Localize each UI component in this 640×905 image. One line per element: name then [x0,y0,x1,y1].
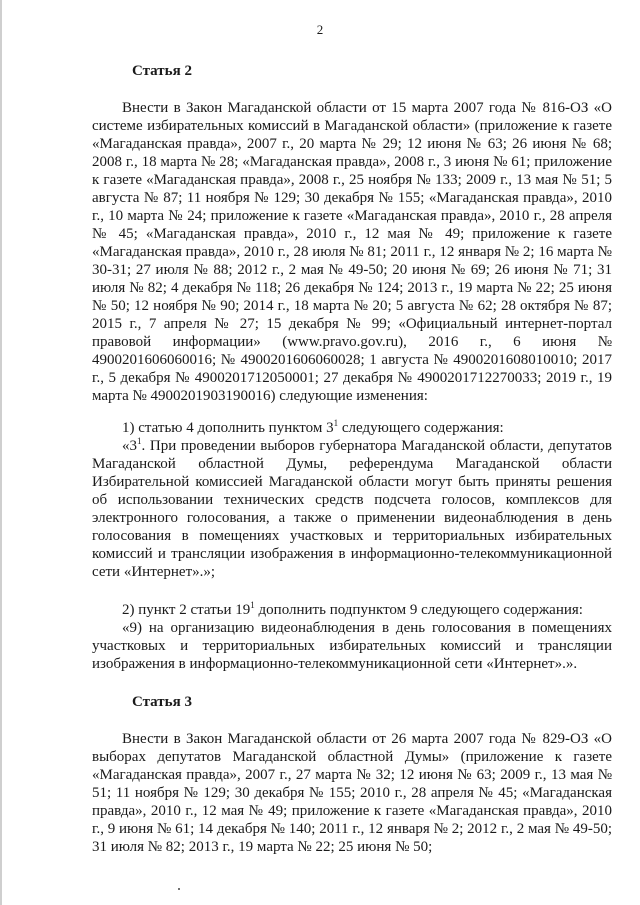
item-1-lead-superscript: 1 [333,418,339,428]
item-1-lead-text: 1) статью 4 дополнить пунктом 3 [122,420,334,436]
amendment-item-2-quote: «9) на организацию видеонаблюдения в день голосования в помещениях участковых и территориальных избирательных комиссий и трансляции изображения в информационно-телекоммуникационной сети «Интернет».». [92,620,612,672]
article-2-intro: Внести в Закон Магаданской области от 15 марта 2007 года № 816-ОЗ «О системе избирательных комиссий в Магаданской области» (приложение к газете «Магаданская правда», 2007 г., 20 марта № 29; 12 июня № 63; 26 июня № 68; 2008 г., 18 марта № 28; «Магаданская правда», 2008 г., 3 июня № 61; приложение к газете «Магаданская правда», 2008 г., 25 ноября № 133; 2009 г., 13 мая № 51; 5 августа № 87; 11 ноября № 129; 30 декабря № 155; «Магаданская правда», 2010 г., 10 марта № 24; приложение к газете «Магаданская правда», 2010 г., 28 апреля № 45; «Магаданская правда», 2010 г., 12 мая № 49; приложение к газете «Магаданская правда», 2010 г., 28 июля № 81; 2011 г., 12 января № 2; 16 марта № 30-31; 27 июля № 88; 2012 г., 2 мая № 49-50; 20 июня № 69; 26 июня № 71; 31 июля № 82; 4 декабря № 118; 26 декабря № 124; 2013 г., 19 марта № 22; 25 июня № 50; 12 ноября № 90; 2014 г., 18 марта № 20; 5 августа № 62; 28 октября № 87; 2015 г., 7 апреля № 27; 15 декабря № 99; «Официальный интернет-портал правовой информации» (www.pravo.gov.ru), 2016 г., 6 июня № 4900201606060016; № 4900201606060028; 1 августа № 4900201608010010; 2017 г., 5 декабря № 4900201712050001; 27 декабря № 4900201712270033; 2019 г., 19 марта № 4900201903190016) следующие изменения: [92,100,612,404]
article-3-intro: Внести в Закон Магаданской области от 26 марта 2007 года № 829-ОЗ «О выборах депутатов Магаданской областной Думы» (приложение к газете «Магаданская правда», 2007 г., 27 марта № 32; 12 июня № 63; 2009 г., 13 мая № 51; 11 ноября № 129; 30 декабря № 155; 2010 г., 28 апреля № 45; «Магаданская правда», 2010 г., 12 мая № 49; приложение к газете «Магаданская правда», 2010 г., 9 июня № 61; 14 декабря № 140; 2011 г., 12 января № 2; 2012 г., 2 мая № 49-50; 31 июля № 82; 2013 г., 19 марта № 22; 25 июня № 50; [92,731,612,855]
item-1-lead-tail: следующего содержания: [338,420,504,436]
amendment-item-2-lead [92,601,612,619]
item-1-quote-superscript: 1 [137,436,142,446]
item-2-lead-superscript: 1 [250,600,255,610]
item-2-lead-text: 2) пункт 2 статьи 19 [122,602,251,618]
page-number: 2 [316,22,324,37]
amendment-item-1-lead [92,419,612,437]
scan-speck [178,888,180,890]
article-3-heading: Статья 3 [132,694,192,710]
amendment-item-1-quote [92,437,612,581]
item-2-lead-tail: дополнить подпунктом 9 следующего содержания: [254,602,583,618]
scan-edge [0,0,2,905]
item-1-quote-open: «3 [122,438,137,454]
document-body [92,62,612,856]
item-1-quote-text: . При проведении выборов губернатора Магаданской области, депутатов Магаданской областной Думы, референдума Магаданской области Избирательной комиссией Магаданской области могут быть приняты решения об использовании технических средств подсчета голосов, комплексов для электронного голосования, а также о применении видеонаблюдения в день голосования в помещениях участковых и территориальных избирательных комиссий и трансляции изображения в информационно-телекоммуникационной сети «Интернет».»; [92,438,612,580]
article-2-heading: Статья 2 [132,63,192,79]
